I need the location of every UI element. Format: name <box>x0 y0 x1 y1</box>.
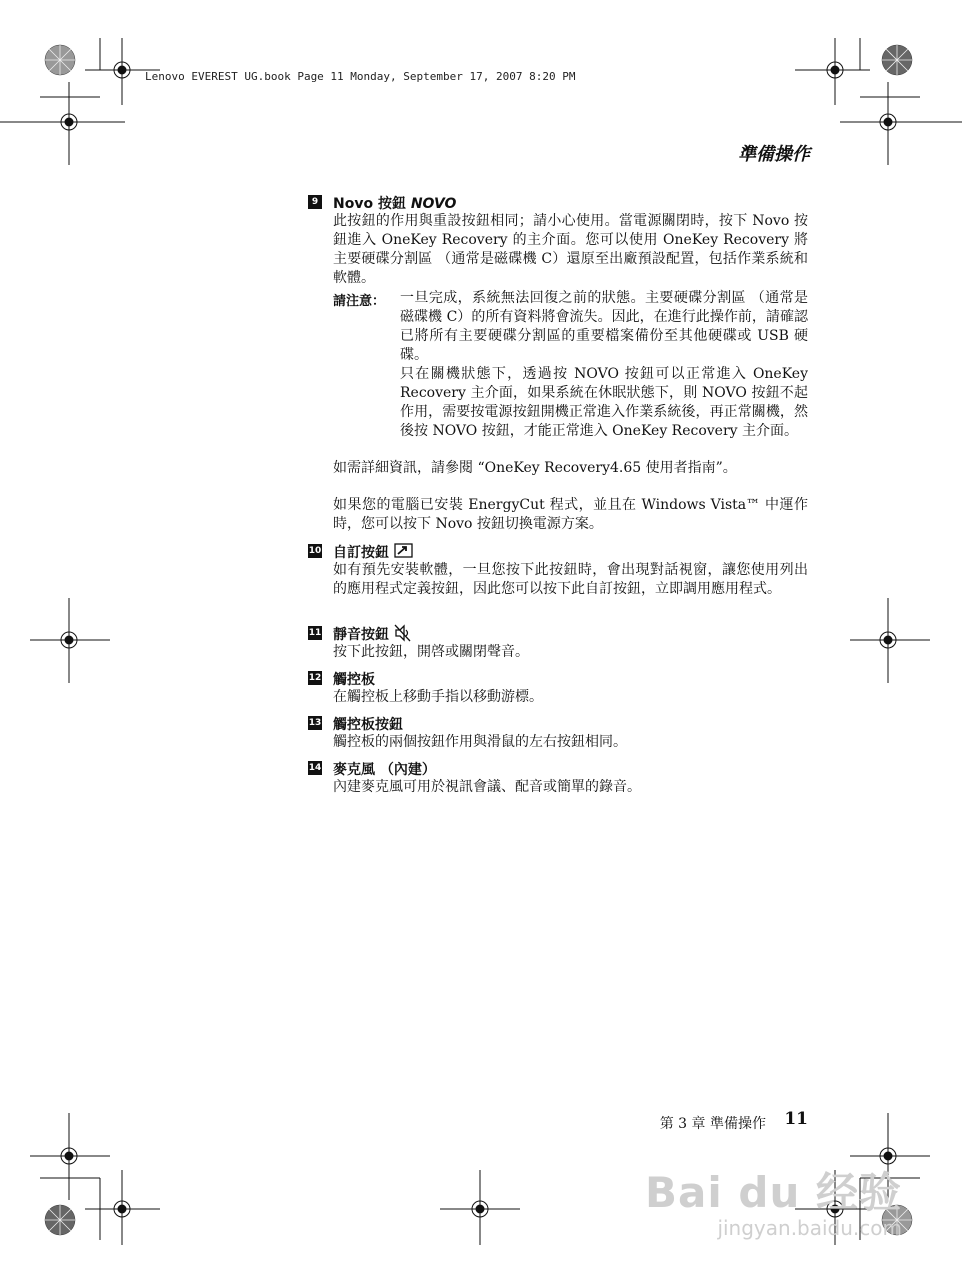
custom-key-icon <box>394 543 414 559</box>
novo-label: NOVO <box>410 196 457 212</box>
watermark-url: jingyan.baidu.com <box>717 1216 902 1240</box>
watermark-brand: Bai du 经验 <box>645 1168 902 1217</box>
item-body: 內建麥克風可用於視訊會議、配音或簡單的錄音。 <box>333 779 641 795</box>
item-heading: 麥克風 （內建） <box>333 762 436 778</box>
page-number: 11 <box>784 1109 808 1129</box>
item-number: 9 <box>308 195 322 209</box>
note-paragraph: 一旦完成，系統無法回復之前的狀態。主要硬碟分割區 （通常是磁碟機 C）的所有資料將會流失。因此，在進行此操作前，請確認已將所有主要硬碟分割區的重要檔案備份至其他硬碟或 USB 硬碟。 <box>400 290 808 363</box>
item-number: 11 <box>308 628 322 638</box>
item-body: 按下此按鈕，開啓或關閉聲音。 <box>333 644 529 660</box>
item-heading: 自訂按鈕 <box>333 542 414 562</box>
item-heading: 觸控板 <box>333 672 375 688</box>
energycut-text: 如果您的電腦已安裝 EnergyCut 程式，並且在 Windows Vista™ 中運作時，您可以按下 Novo 按鈕切換電源方案。 <box>333 497 808 532</box>
item-number: 13 <box>308 718 322 728</box>
print-header: Lenovo EVEREST UG.book Page 11 Monday, September 17, 2007 8:20 PM <box>145 70 576 83</box>
item-body: 觸控板的兩個按鈕作用與滑鼠的左右按鈕相同。 <box>333 734 627 750</box>
reference-text: 如需詳細資訊，請參閱 “OneKey Recovery4.65 使用者指南”。 <box>333 460 737 476</box>
item-number: 10 <box>308 546 322 556</box>
item-heading: 靜音按鈕 <box>333 624 412 644</box>
item-body: 如有預先安裝軟體，一旦您按下此按鈕時，會出現對話視窗，讓您使用列出的應用程式定義按鈕，因此您可以按下此自訂按鈕，立即調用應用程式。 <box>333 562 808 597</box>
note-paragraph: 只在關機狀態下，透過按 NOVO 按鈕可以正常進入 OneKey Recovery 主介面，如果系統在休眠狀態下，則 NOVO 按鈕不起作用，需要按電源按鈕開機正常進入作業系統後，再正常關機，然後按 NOVO 按鈕，才能正常進入 OneKey Recovery 主介面。 <box>400 366 808 439</box>
item-heading: Novo 按鈕 NOVO <box>333 196 457 212</box>
item-number: 12 <box>308 673 322 683</box>
footer-chapter: 第 3 章 準備操作 <box>659 1116 766 1132</box>
item-body: 在觸控板上移動手指以移動游標。 <box>333 689 543 705</box>
mute-icon <box>394 624 412 642</box>
item-body: 此按鈕的作用與重設按鈕相同；請小心使用。當電源關閉時，按下 Novo 按鈕進入 OneKey Recovery 的主介面。您可以使用 OneKey Recovery 將主要硬碟分割區 （通常是磁碟機 C）還原至出廠預設配置，包括作業系統和軟體。 <box>333 213 808 286</box>
baidu-watermark <box>645 1160 902 1240</box>
note-label: 請注意： <box>333 294 386 309</box>
item-heading: 觸控板按鈕 <box>333 717 403 733</box>
item-number: 14 <box>308 763 322 773</box>
chapter-title: 準備操作 <box>738 144 810 165</box>
